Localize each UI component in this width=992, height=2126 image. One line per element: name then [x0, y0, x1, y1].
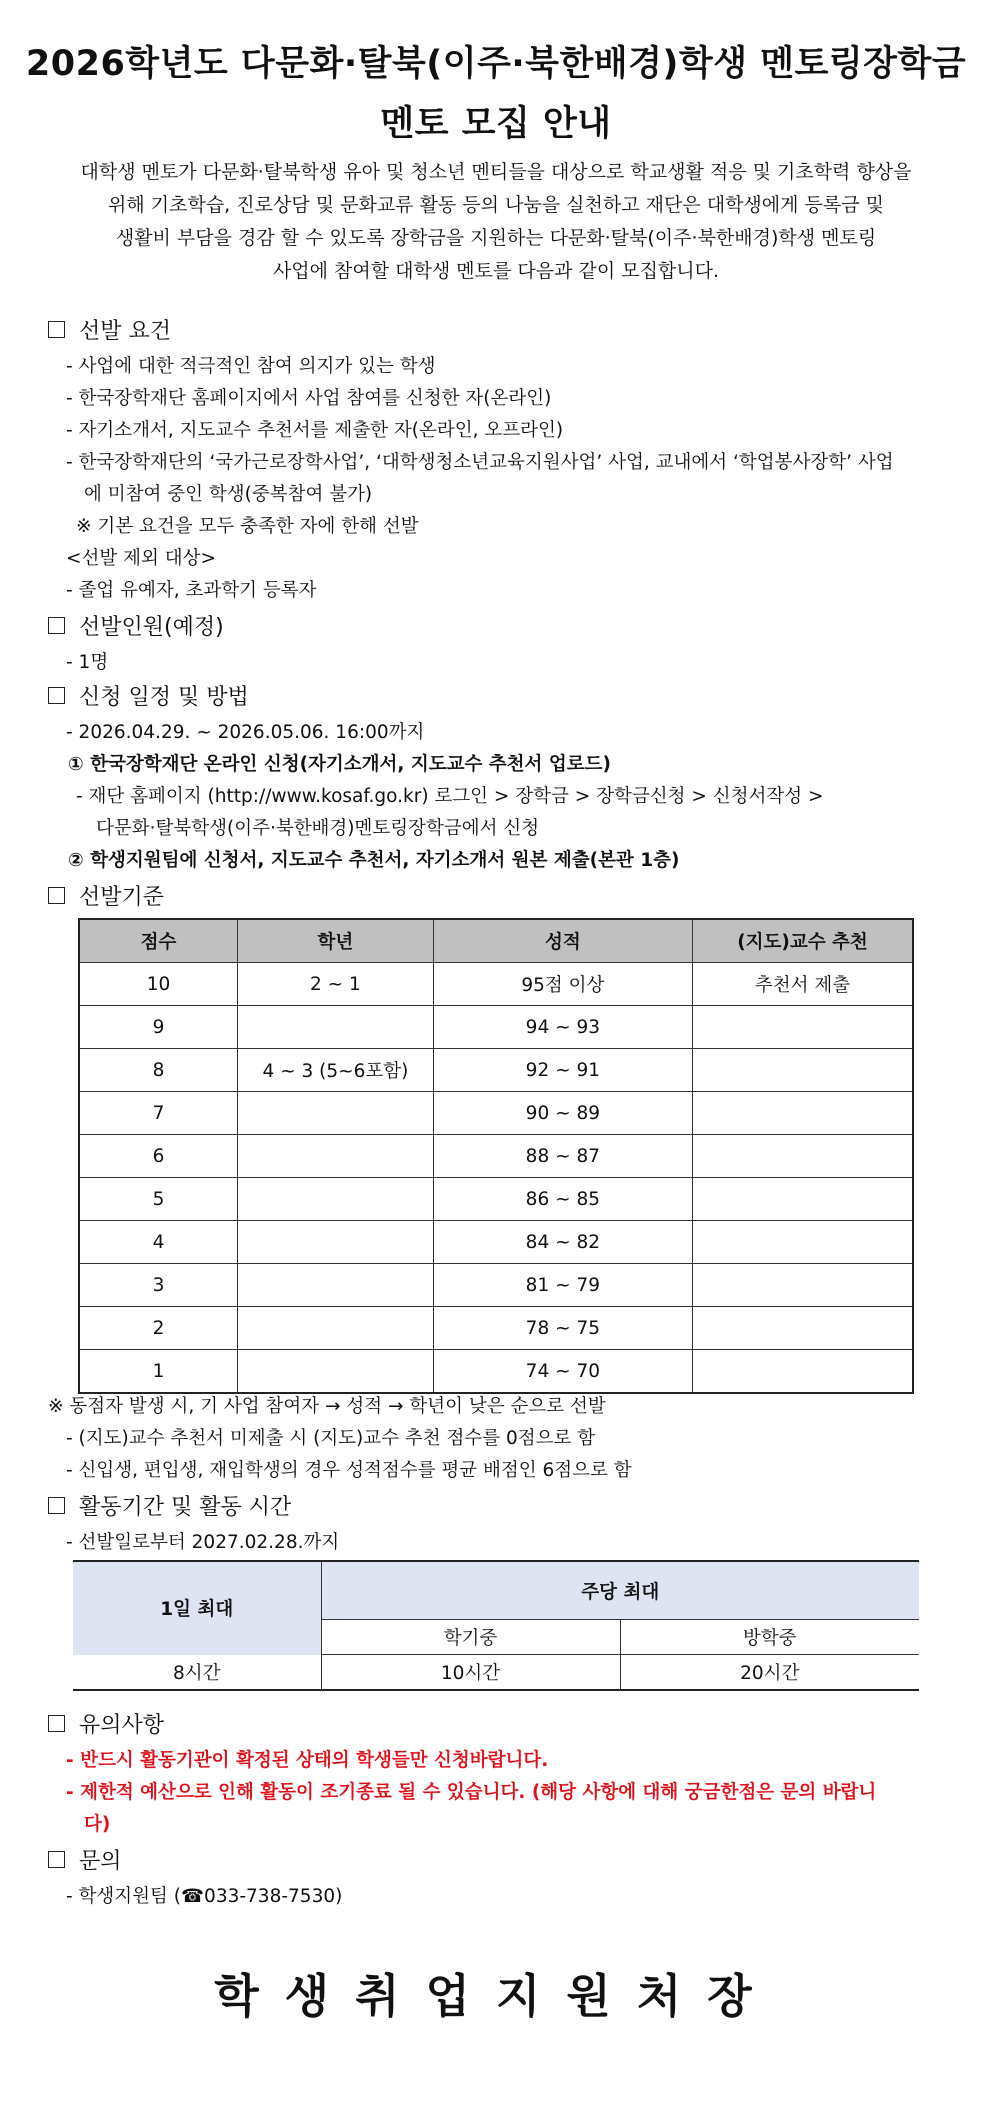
- requirement-item-continued: 에 미참여 중인 학생(중복참여 불가): [84, 484, 373, 505]
- schedule-step-1-detail: - 재단 홈페이지 (http://www.kosaf.go.kr) 로그인 > 장학금 > 장학금신청 > 신청서작성 >: [76, 786, 824, 807]
- intro-line: 생활비 부담을 경감 할 수 있도록 장학금을 지원하는 다문화·탈북(이주·북한배경)학생 멘토링: [115, 227, 877, 249]
- table-cell: [238, 1006, 434, 1049]
- table-cell: 84 ~ 82: [433, 1221, 692, 1264]
- table-cell: 92 ~ 91: [433, 1049, 692, 1092]
- table-cell: 추천서 제출: [693, 963, 913, 1006]
- caution-item-continued: 다): [84, 1814, 111, 1835]
- table-cell: [238, 1221, 434, 1264]
- table-cell: 9: [79, 1006, 238, 1049]
- intro-paragraph: [40, 156, 952, 288]
- checkbox-square-icon: [48, 887, 65, 904]
- table-row: [79, 1049, 913, 1092]
- caution-item: - 제한적 예산으로 인해 활동이 조기종료 될 수 있습니다. (해당 사항에 대해 궁금한점은 문의 바랍니: [66, 1782, 877, 1803]
- table-header-row: [73, 1561, 919, 1620]
- table-header-row: [79, 919, 913, 963]
- table-cell: 7: [79, 1092, 238, 1135]
- table-cell: 10: [79, 963, 238, 1006]
- section-heading-text: 유의사항: [79, 1713, 165, 1738]
- column-header-score: 점수: [79, 919, 238, 963]
- table-cell: 10시간: [321, 1655, 620, 1691]
- table-cell: 8: [79, 1049, 238, 1092]
- checkbox-square-icon: [48, 687, 65, 704]
- requirement-item: - 한국장학재단 홈페이지에서 사업 참여를 신청한 자(온라인): [66, 388, 552, 409]
- column-header-grade: 학년: [238, 919, 434, 963]
- schedule-period: - 2026.04.29. ~ 2026.05.06. 16:00까지: [66, 722, 425, 743]
- criteria-note: - (지도)교수 추천서 미제출 시 (지도)교수 추천 점수를 0점으로 함: [66, 1428, 596, 1449]
- section-contact-heading: [48, 1844, 122, 1875]
- table-cell: 74 ~ 70: [433, 1350, 692, 1394]
- schedule-step-2: ② 학생지원팀에 신청서, 지도교수 추천서, 자기소개서 원본 제출(본관 1층): [68, 850, 680, 871]
- table-cell: 4 ~ 3 (5~6포함): [238, 1049, 434, 1092]
- criteria-table: [78, 918, 914, 1394]
- checkbox-square-icon: [48, 617, 65, 634]
- section-quota-heading: [48, 610, 224, 641]
- table-cell: [693, 1178, 913, 1221]
- table-cell: 2 ~ 1: [238, 963, 434, 1006]
- section-activity-heading: [48, 1490, 291, 1521]
- requirement-note: ※ 기본 요건을 모두 충족한 자에 한해 선발: [76, 516, 419, 537]
- exclusion-heading: <선발 제외 대상>: [66, 548, 216, 569]
- table-cell: [693, 1092, 913, 1135]
- table-cell: [693, 1221, 913, 1264]
- quota-value: - 1명: [66, 652, 109, 673]
- section-heading-text: 선발인원(예정): [79, 615, 224, 640]
- section-heading-text: 선발 요건: [79, 319, 172, 344]
- table-row: [79, 1350, 913, 1394]
- column-header-semester: 학기중: [321, 1620, 620, 1655]
- section-heading-text: 신청 일정 및 방법: [79, 685, 249, 710]
- table-row: [79, 1006, 913, 1049]
- table-cell: 8시간: [172, 1662, 221, 1684]
- exclusion-item: - 졸업 유예자, 초과학기 등록자: [66, 580, 317, 601]
- table-cell: [693, 1307, 913, 1350]
- checkbox-square-icon: [48, 1851, 65, 1868]
- column-header-per-week: 주당 최대: [321, 1561, 919, 1620]
- table-cell: 20시간: [620, 1655, 919, 1691]
- section-criteria-heading: [48, 880, 164, 911]
- section-requirements-heading: [48, 314, 171, 345]
- table-cell: 6: [79, 1135, 238, 1178]
- table-cell: [693, 1135, 913, 1178]
- table-cell: 3: [79, 1264, 238, 1307]
- caution-item: - 반드시 활동기관이 확정된 상태의 학생들만 신청바랍니다.: [66, 1750, 549, 1771]
- issuer-signature: 학생취업지원처장: [214, 1969, 778, 2023]
- section-schedule-heading: [48, 680, 249, 711]
- table-row: [79, 1178, 913, 1221]
- section-heading-text: 선발기준: [79, 885, 165, 910]
- requirement-item: - 자기소개서, 지도교수 추천서를 제출한 자(온라인, 오프라인): [66, 420, 564, 441]
- table-cell: 2: [79, 1307, 238, 1350]
- table-row: [73, 1655, 919, 1691]
- section-heading-text: 문의: [79, 1849, 122, 1874]
- section-cautions-heading: [48, 1708, 164, 1739]
- criteria-note: - 신입생, 편입생, 재입학생의 경우 성적점수를 평균 배점인 6점으로 함: [66, 1460, 632, 1481]
- table-cell: [238, 1350, 434, 1394]
- table-cell: 86 ~ 85: [433, 1178, 692, 1221]
- checkbox-square-icon: [48, 1715, 65, 1732]
- table-row: [79, 1221, 913, 1264]
- intro-line: 대학생 멘토가 다문화·탈북학생 유아 및 청소년 멘티들을 대상으로 학교생활 적응 및 기초학력 향상을: [80, 161, 912, 183]
- table-cell: 90 ~ 89: [433, 1092, 692, 1135]
- table-row: [79, 1307, 913, 1350]
- table-cell: 88 ~ 87: [433, 1135, 692, 1178]
- table-cell: [693, 1264, 913, 1307]
- section-heading-text: 활동기간 및 활동 시간: [79, 1495, 292, 1520]
- activity-hours-table: [73, 1560, 919, 1691]
- checkbox-square-icon: [48, 1497, 65, 1514]
- checkbox-square-icon: [48, 321, 65, 338]
- page-title: 2026학년도 다문화·탈북(이주·북한배경)학생 멘토링장학금: [25, 44, 967, 84]
- table-cell: 1: [79, 1350, 238, 1394]
- table-cell: 95점 이상: [433, 963, 692, 1006]
- column-header-recommendation: (지도)교수 추천: [693, 919, 913, 963]
- table-cell: 78 ~ 75: [433, 1307, 692, 1350]
- table-cell: [238, 1307, 434, 1350]
- table-cell: [693, 1350, 913, 1394]
- column-header-per-day: 1일 최대: [73, 1561, 321, 1655]
- table-cell: 5: [79, 1178, 238, 1221]
- table-row: [79, 963, 913, 1006]
- table-cell: 94 ~ 93: [433, 1006, 692, 1049]
- page-subtitle: 멘토 모집 안내: [380, 104, 612, 144]
- table-cell: 81 ~ 79: [433, 1264, 692, 1307]
- requirement-item: - 사업에 대한 적극적인 참여 의지가 있는 학생: [66, 356, 436, 377]
- table-row: [79, 1135, 913, 1178]
- table-cell: [238, 1092, 434, 1135]
- schedule-step-1-detail-continued: 다문화·탈북학생(이주·북한배경)멘토링장학금에서 신청: [96, 818, 540, 839]
- table-cell: [238, 1264, 434, 1307]
- column-header-vacation: 방학중: [620, 1620, 919, 1655]
- intro-line: 사업에 참여할 대학생 멘토를 다음과 같이 모집합니다.: [272, 260, 720, 282]
- table-cell: [238, 1178, 434, 1221]
- table-cell: [238, 1135, 434, 1178]
- table-row: [79, 1092, 913, 1135]
- table-cell: 4: [79, 1221, 238, 1264]
- table-cell: [693, 1006, 913, 1049]
- activity-period: - 선발일로부터 2027.02.28.까지: [66, 1532, 340, 1553]
- requirement-item: - 한국장학재단의 ‘국가근로장학사업’, ‘대학생청소년교육지원사업’ 사업, 교내에서 ‘학업봉사장학’ 사업: [66, 452, 894, 473]
- table-row: [79, 1264, 913, 1307]
- contact-value: - 학생지원팀 (☎033-738-7530): [66, 1886, 343, 1907]
- criteria-note: ※ 동점자 발생 시, 기 사업 참여자 → 성적 → 학년이 낮은 순으로 선발: [48, 1396, 606, 1417]
- schedule-step-1: ① 한국장학재단 온라인 신청(자기소개서, 지도교수 추천서 업로드): [68, 754, 611, 775]
- intro-line: 위해 기초학습, 진로상담 및 문화교류 활동 등의 나눔을 실천하고 재단은 대학생에게 등록금 및: [108, 194, 884, 216]
- column-header-gpa: 성적: [433, 919, 692, 963]
- table-cell: [693, 1049, 913, 1092]
